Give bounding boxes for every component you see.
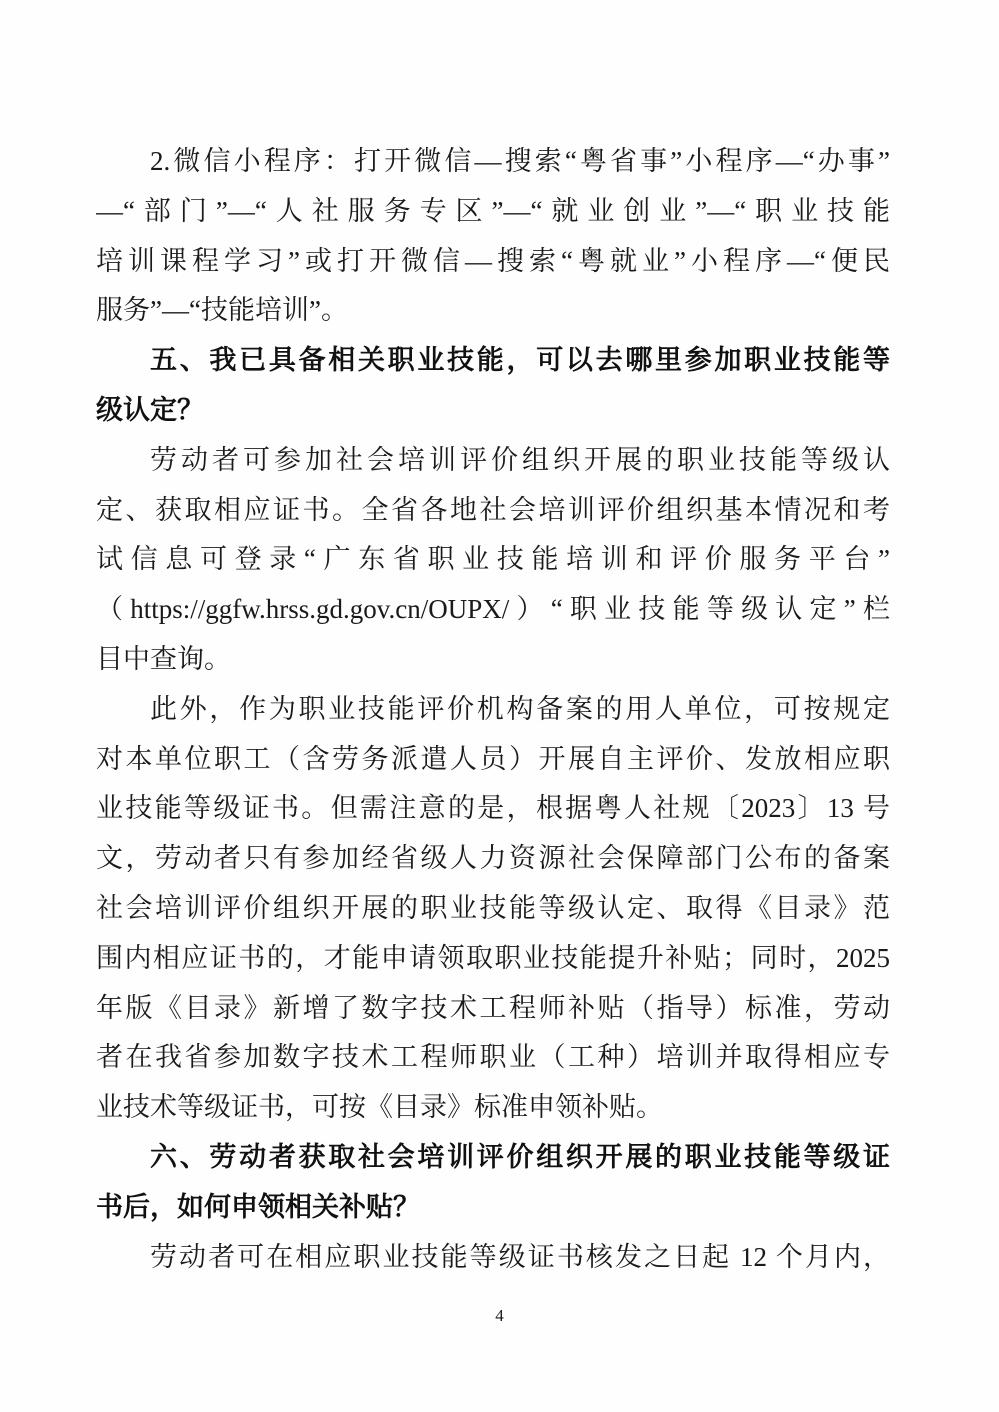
text-block	[96, 137, 890, 1282]
text-line-url: （https://ggfw.hrss.gd.gov.cn/OUPX/）“职业技能等级认定”栏	[96, 594, 890, 625]
page-number: 4	[495, 1306, 504, 1325]
section-heading-line: 书后，如何申领相关补贴？	[96, 1191, 420, 1222]
text-line: 目中查询。	[96, 643, 231, 674]
text-line: 文，劳动者只有参加经省级人力资源社会保障部门公布的备案	[96, 843, 890, 874]
text-line: 此外，作为职业技能评价机构备案的用人单位，可按规定	[150, 693, 890, 724]
text-line: 劳动者可参加社会培训评价组织开展的职业技能等级认	[150, 444, 890, 475]
text-line: 服务”—“技能培训”。	[96, 295, 348, 326]
text-line: 试信息可登录“广东省职业技能培训和评价服务平台”	[96, 544, 890, 575]
text-line: 者在我省参加数字技术工程师职业（工种）培训并取得相应专	[96, 1042, 890, 1073]
text-line: 定、获取相应证书。全省各地社会培训评价组织基本情况和考	[96, 494, 890, 525]
text-line: 围内相应证书的，才能申请领取职业技能提升补贴；同时，2025	[96, 942, 890, 973]
text-line: 培训课程学习”或打开微信—搜索“粤就业”小程序—“便民	[96, 245, 890, 276]
text-line: 社会培训评价组织开展的职业技能等级认定、取得《目录》范	[96, 892, 890, 923]
section-heading-line: 六、劳动者获取社会培训评价组织开展的职业技能等级证	[150, 1141, 890, 1172]
text-line: 2.微信小程序：打开微信—搜索“粤省事”小程序—“办事”	[150, 146, 890, 176]
text-line: —“部门”—“人社服务专区”—“就业创业”—“职业技能	[96, 195, 890, 226]
text-line: 业技能等级证书。但需注意的是，根据粤人社规〔2023〕13 号	[96, 793, 890, 824]
text-line: 年版《目录》新增了数字技术工程师补贴（指导）标准，劳动	[96, 992, 890, 1023]
text-line: 劳动者可在相应职业技能等级证书核发之日起 12 个月内，	[150, 1241, 890, 1272]
section-heading-line: 五、我已具备相关职业技能，可以去哪里参加职业技能等	[150, 345, 890, 376]
text-line: 对本单位职工（含劳务派遣人员）开展自主评价、发放相应职	[96, 743, 890, 774]
text-line: 业技术等级证书，可按《目录》标准申领补贴。	[96, 1092, 663, 1123]
section-heading-line: 级认定？	[96, 394, 204, 425]
